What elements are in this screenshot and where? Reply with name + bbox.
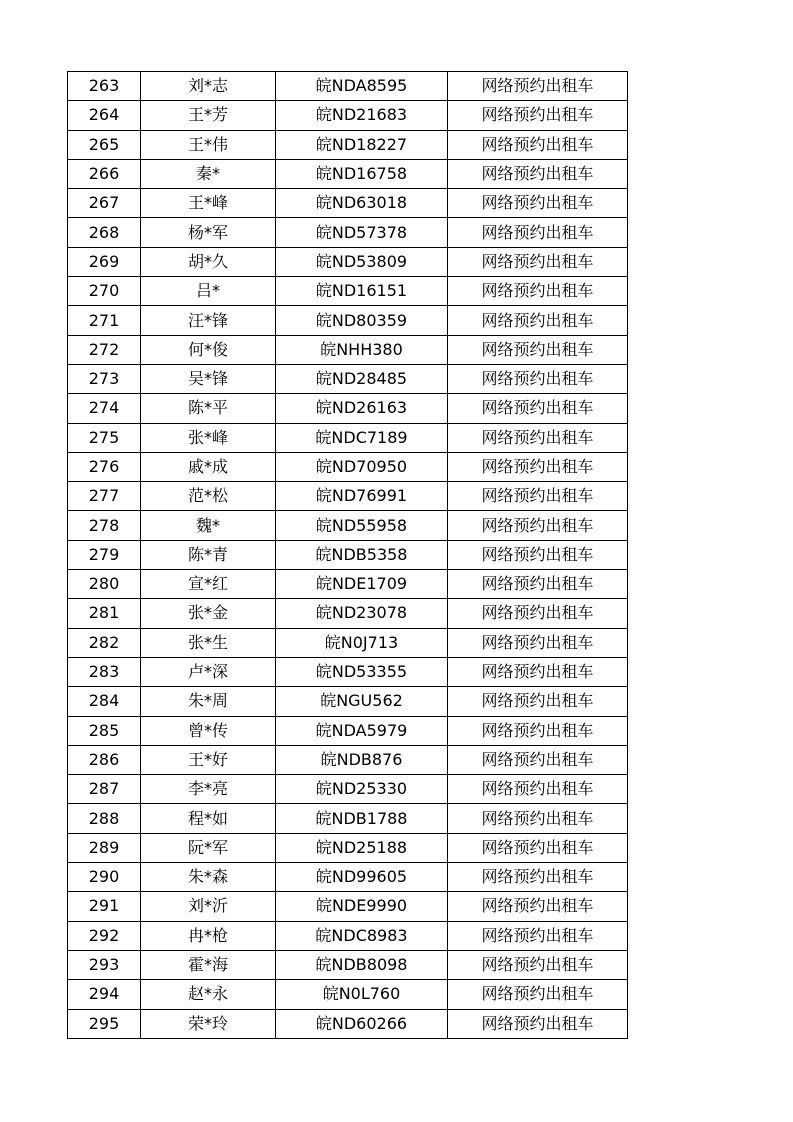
plate-number-cell: 皖NDB8098 [276, 950, 448, 979]
row-number-cell: 276 [68, 452, 141, 481]
vehicle-type-cell: 网络预约出租车 [448, 687, 628, 716]
driver-name-cell: 陈*平 [141, 394, 276, 423]
plate-number-cell: 皖NDE9990 [276, 892, 448, 921]
table-row [68, 72, 628, 101]
driver-name-cell: 荣*玲 [141, 1009, 276, 1038]
plate-number-cell: 皖NDC8983 [276, 921, 448, 950]
vehicle-type-cell: 网络预约出租车 [448, 72, 628, 101]
row-number-cell: 264 [68, 101, 141, 130]
row-number-cell: 294 [68, 980, 141, 1009]
vehicle-type-cell: 网络预约出租车 [448, 833, 628, 862]
driver-name-cell: 陈*青 [141, 540, 276, 569]
row-number-cell: 271 [68, 306, 141, 335]
row-number-cell: 291 [68, 892, 141, 921]
driver-name-cell: 冉*枪 [141, 921, 276, 950]
table-row [68, 364, 628, 393]
vehicle-type-cell: 网络预约出租车 [448, 364, 628, 393]
row-number-cell: 269 [68, 247, 141, 276]
table-row [68, 863, 628, 892]
plate-number-cell: 皖ND28485 [276, 364, 448, 393]
vehicle-type-cell: 网络预约出租车 [448, 394, 628, 423]
row-number-cell: 267 [68, 189, 141, 218]
table-row [68, 394, 628, 423]
vehicle-type-cell: 网络预约出租车 [448, 599, 628, 628]
table-row [68, 570, 628, 599]
plate-number-cell: 皖ND53809 [276, 247, 448, 276]
driver-name-cell: 秦* [141, 159, 276, 188]
driver-name-cell: 范*松 [141, 482, 276, 511]
row-number-cell: 284 [68, 687, 141, 716]
driver-name-cell: 阮*军 [141, 833, 276, 862]
row-number-cell: 275 [68, 423, 141, 452]
plate-number-cell: 皖ND53355 [276, 657, 448, 686]
plate-number-cell: 皖ND63018 [276, 189, 448, 218]
driver-name-cell: 程*如 [141, 804, 276, 833]
plate-number-cell: 皖ND60266 [276, 1009, 448, 1038]
vehicle-type-cell: 网络预约出租车 [448, 189, 628, 218]
vehicle-type-cell: 网络预约出租车 [448, 716, 628, 745]
vehicle-type-cell: 网络预约出租车 [448, 570, 628, 599]
vehicle-type-cell: 网络预约出租车 [448, 892, 628, 921]
driver-name-cell: 宣*红 [141, 570, 276, 599]
row-number-cell: 292 [68, 921, 141, 950]
table-row [68, 921, 628, 950]
plate-number-cell: 皖NDC7189 [276, 423, 448, 452]
driver-name-cell: 朱*周 [141, 687, 276, 716]
table-row [68, 599, 628, 628]
row-number-cell: 285 [68, 716, 141, 745]
plate-number-cell: 皖ND80359 [276, 306, 448, 335]
row-number-cell: 266 [68, 159, 141, 188]
vehicle-type-cell: 网络预约出租车 [448, 540, 628, 569]
row-number-cell: 295 [68, 1009, 141, 1038]
row-number-cell: 293 [68, 950, 141, 979]
table-row [68, 452, 628, 481]
plate-number-cell: 皖NDE1709 [276, 570, 448, 599]
table-row [68, 716, 628, 745]
table-row [68, 306, 628, 335]
vehicle-type-cell: 网络预约出租车 [448, 335, 628, 364]
plate-number-cell: 皖ND23078 [276, 599, 448, 628]
table-row [68, 277, 628, 306]
vehicle-type-cell: 网络预约出租车 [448, 950, 628, 979]
row-number-cell: 272 [68, 335, 141, 364]
plate-number-cell: 皖ND55958 [276, 511, 448, 540]
vehicle-type-cell: 网络预约出租车 [448, 921, 628, 950]
table-row [68, 833, 628, 862]
driver-name-cell: 汪*锋 [141, 306, 276, 335]
driver-name-cell: 王*好 [141, 745, 276, 774]
plate-number-cell: 皖NDA5979 [276, 716, 448, 745]
plate-number-cell: 皖NDB876 [276, 745, 448, 774]
row-number-cell: 290 [68, 863, 141, 892]
row-number-cell: 283 [68, 657, 141, 686]
plate-number-cell: 皖ND21683 [276, 101, 448, 130]
row-number-cell: 279 [68, 540, 141, 569]
driver-name-cell: 魏* [141, 511, 276, 540]
vehicle-roster-table [67, 71, 628, 1039]
driver-name-cell: 赵*永 [141, 980, 276, 1009]
vehicle-type-cell: 网络预约出租车 [448, 657, 628, 686]
row-number-cell: 265 [68, 130, 141, 159]
plate-number-cell: 皖ND26163 [276, 394, 448, 423]
vehicle-type-cell: 网络预约出租车 [448, 628, 628, 657]
driver-name-cell: 刘*沂 [141, 892, 276, 921]
vehicle-type-cell: 网络预约出租车 [448, 306, 628, 335]
plate-number-cell: 皖ND16758 [276, 159, 448, 188]
plate-number-cell: 皖NDA8595 [276, 72, 448, 101]
vehicle-type-cell: 网络预约出租车 [448, 863, 628, 892]
row-number-cell: 277 [68, 482, 141, 511]
vehicle-type-cell: 网络预约出租车 [448, 159, 628, 188]
driver-name-cell: 杨*军 [141, 218, 276, 247]
table-row [68, 511, 628, 540]
driver-name-cell: 王*峰 [141, 189, 276, 218]
driver-name-cell: 张*峰 [141, 423, 276, 452]
vehicle-type-cell: 网络预约出租车 [448, 101, 628, 130]
row-number-cell: 268 [68, 218, 141, 247]
table-row [68, 804, 628, 833]
driver-name-cell: 霍*海 [141, 950, 276, 979]
plate-number-cell: 皖NDB5358 [276, 540, 448, 569]
row-number-cell: 282 [68, 628, 141, 657]
driver-name-cell: 王*伟 [141, 130, 276, 159]
table-row [68, 423, 628, 452]
driver-name-cell: 张*金 [141, 599, 276, 628]
table-row [68, 159, 628, 188]
table-row [68, 335, 628, 364]
vehicle-type-cell: 网络预约出租车 [448, 247, 628, 276]
vehicle-type-cell: 网络预约出租车 [448, 804, 628, 833]
table-row [68, 482, 628, 511]
table-row [68, 247, 628, 276]
roster-table-body [68, 72, 628, 1039]
table-row [68, 892, 628, 921]
table-row [68, 950, 628, 979]
vehicle-type-cell: 网络预约出租车 [448, 745, 628, 774]
table-row [68, 218, 628, 247]
table-row [68, 745, 628, 774]
table-row [68, 980, 628, 1009]
table-row [68, 101, 628, 130]
plate-number-cell: 皖NGU562 [276, 687, 448, 716]
driver-name-cell: 吕* [141, 277, 276, 306]
row-number-cell: 274 [68, 394, 141, 423]
plate-number-cell: 皖N0L760 [276, 980, 448, 1009]
driver-name-cell: 曾*传 [141, 716, 276, 745]
plate-number-cell: 皖ND16151 [276, 277, 448, 306]
row-number-cell: 288 [68, 804, 141, 833]
plate-number-cell: 皖ND18227 [276, 130, 448, 159]
driver-name-cell: 戚*成 [141, 452, 276, 481]
driver-name-cell: 吴*锋 [141, 364, 276, 393]
vehicle-type-cell: 网络预约出租车 [448, 1009, 628, 1038]
table-row [68, 1009, 628, 1038]
vehicle-type-cell: 网络预约出租车 [448, 452, 628, 481]
table-row [68, 540, 628, 569]
table-row [68, 775, 628, 804]
driver-name-cell: 卢*深 [141, 657, 276, 686]
plate-number-cell: 皖ND70950 [276, 452, 448, 481]
row-number-cell: 278 [68, 511, 141, 540]
plate-number-cell: 皖N0J713 [276, 628, 448, 657]
row-number-cell: 273 [68, 364, 141, 393]
plate-number-cell: 皖ND25188 [276, 833, 448, 862]
plate-number-cell: 皖ND57378 [276, 218, 448, 247]
vehicle-type-cell: 网络预约出租车 [448, 277, 628, 306]
row-number-cell: 270 [68, 277, 141, 306]
vehicle-type-cell: 网络预约出租车 [448, 511, 628, 540]
vehicle-type-cell: 网络预约出租车 [448, 482, 628, 511]
table-row [68, 687, 628, 716]
vehicle-type-cell: 网络预约出租车 [448, 218, 628, 247]
plate-number-cell: 皖NHH380 [276, 335, 448, 364]
row-number-cell: 263 [68, 72, 141, 101]
row-number-cell: 281 [68, 599, 141, 628]
driver-name-cell: 胡*久 [141, 247, 276, 276]
table-row [68, 189, 628, 218]
plate-number-cell: 皖ND25330 [276, 775, 448, 804]
driver-name-cell: 张*生 [141, 628, 276, 657]
plate-number-cell: 皖ND76991 [276, 482, 448, 511]
table-row [68, 130, 628, 159]
plate-number-cell: 皖ND99605 [276, 863, 448, 892]
driver-name-cell: 李*亮 [141, 775, 276, 804]
row-number-cell: 280 [68, 570, 141, 599]
row-number-cell: 287 [68, 775, 141, 804]
table-row [68, 628, 628, 657]
driver-name-cell: 何*俊 [141, 335, 276, 364]
row-number-cell: 286 [68, 745, 141, 774]
plate-number-cell: 皖NDB1788 [276, 804, 448, 833]
vehicle-type-cell: 网络预约出租车 [448, 775, 628, 804]
table-row [68, 657, 628, 686]
driver-name-cell: 朱*森 [141, 863, 276, 892]
row-number-cell: 289 [68, 833, 141, 862]
vehicle-type-cell: 网络预约出租车 [448, 423, 628, 452]
vehicle-type-cell: 网络预约出租车 [448, 130, 628, 159]
driver-name-cell: 刘*志 [141, 72, 276, 101]
driver-name-cell: 王*芳 [141, 101, 276, 130]
vehicle-type-cell: 网络预约出租车 [448, 980, 628, 1009]
